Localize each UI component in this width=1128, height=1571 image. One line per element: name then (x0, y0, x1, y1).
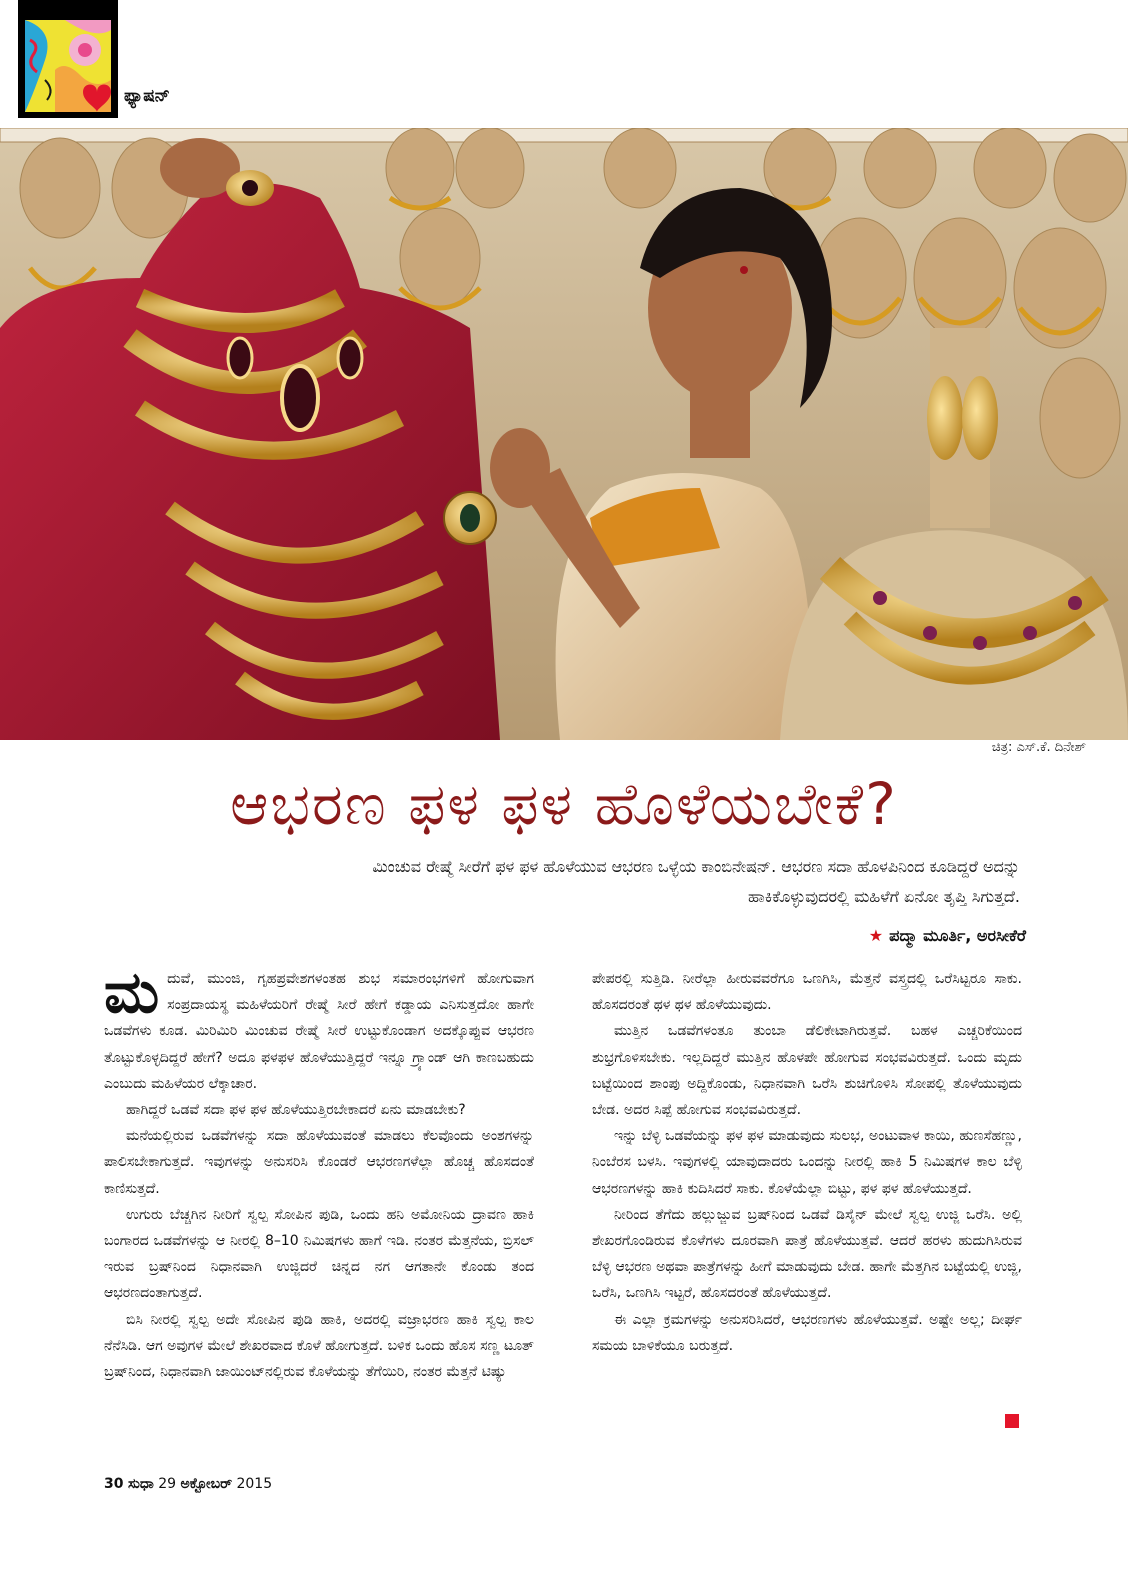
article-paragraph: ಮದುವೆ, ಮುಂಜಿ, ಗೃಹಪ್ರವೇಶಗಳಂತಹ ಶುಭ ಸಮಾರಂಭಗಳಿಗೆ ಹೋಗುವಾಗ ಸಂಪ್ರದಾಯಸ್ಥ ಮಹಿಳೆಯರಿಗೆ ರೇಷ್ಮೆ ಸೀರೆ ಹೇಗೆ ಕಡ್ಡಾಯ ಎನಿಸುತ್ತದೋ ಹಾಗೇ ಒಡವೆಗಳು ಕೂಡ. ಮಿರಿಮಿರಿ ಮಿಂಚುವ ರೇಷ್ಮೆ ಸೀರೆ ಉಟ್ಟುಕೊಂಡಾಗ ಅದಕ್ಕೊಪ್ಪುವ ಆಭರಣ ತೊಟ್ಟುಕೊಳ್ಳದಿದ್ದರೆ ಹೇಗೆ? ಅದೂ ಫಳಫಳ ಹೊಳೆಯುತ್ತಿದ್ದರೆ ಇನ್ನೂ ಗ್ರ್ಯಾಂಡ್ ಆಗಿ ಕಾಣಬಹುದು ಎಂಬುದು ಮಹಿಳೆಯರ ಲೆಕ್ಕಾಚಾರ. (104, 958, 534, 1092)
jewellery-photo-illustration (0, 128, 1128, 740)
issue-month: ಅಕ್ಟೋಬರ್ (180, 1476, 233, 1492)
section-logo (18, 0, 118, 118)
section-label: ಫ್ಯಾಷನ್ (124, 86, 170, 106)
article-paragraph: ಈ ಎಲ್ಲಾ ಕ್ರಮಗಳನ್ನು ಅನುಸರಿಸಿದರೆ, ಆಭರಣಗಳು ಹೊಳೆಯುತ್ತವೆ. ಅಷ್ಟೇ ಅಲ್ಲ; ದೀರ್ಘ ಸಮಯ ಬಾಳಿಕೆಯೂ ಬರುತ್ತದೆ. (592, 1311, 1022, 1354)
page-number: 30 (104, 1476, 124, 1492)
photo-credit: ಚಿತ್ರ: ಎಸ್.ಕೆ. ದಿನೇಶ್ (991, 740, 1086, 755)
article-paragraph: ಇನ್ನು ಬೆಳ್ಳಿ ಒಡವೆಯನ್ನು ಫಳ ಫಳ ಮಾಡುವುದು ಸುಲಭ, ಅಂಟುವಾಳ ಕಾಯಿ, ಹುಣಸೆಹಣ್ಣು, ನಿಂಬೆರಸ ಬಳಸಿ. ಇವುಗಳಲ್ಲಿ ಯಾವುದಾದರು ಒಂದನ್ನು ನೀರಲ್ಲಿ ಹಾಕಿ 5 ನಿಮಿಷಗಳ ಕಾಲ ಬೆಳ್ಳಿ ಆಭರಣಗಳನ್ನು ಹಾಕಿ ಕುದಿಸಿದರೆ ಸಾಕು. ಕೊಳೆಯೆಲ್ಲಾ ಬಿಟ್ಟು, ಫಳ ಫಳ ಹೊಳೆಯುತ್ತದೆ. (592, 1128, 1022, 1197)
end-of-article-square-icon (1005, 1414, 1019, 1428)
article-paragraph: ಮನೆಯಲ್ಲಿರುವ ಒಡವೆಗಳನ್ನು ಸದಾ ಹೊಳೆಯುವಂತೆ ಮಾಡಲು ಕೆಲವೊಂದು ಅಂಶಗಳನ್ನು ಪಾಲಿಸಬೇಕಾಗುತ್ತದೆ. ಇವುಗಳನ್ನು ಅನುಸರಿಸಿ ಕೊಂಡರೆ ಆಭರಣಗಳೆಲ್ಲಾ ಹೊಚ್ಚ ಹೊಸದಂತೆ ಕಾಣಿಸುತ್ತದೆ. (104, 1128, 534, 1197)
article-column-right (592, 966, 1022, 1359)
star-icon: ★ (868, 926, 884, 945)
issue-year: 2015 (236, 1476, 273, 1492)
article-headline: ಆಭರಣ ಫಳ ಫಳ ಹೊಳೆಯಬೇಕೆ? (230, 770, 898, 838)
article-paragraph: ಮುತ್ತಿನ ಒಡವೆಗಳಂತೂ ತುಂಬಾ ಡೆಲಿಕೇಟಾಗಿರುತ್ತವೆ. ಬಹಳ ಎಚ್ಚರಿಕೆಯಿಂದ ಶುಭ್ರಗೊಳಿಸಬೇಕು. ಇಲ್ಲದಿದ್ದರೆ ಮುತ್ತಿನ ಹೊಳಪೇ ಹೋಗುವ ಸಂಭವವಿರುತ್ತದೆ. ಒಂದು ಮೃದು ಬಟ್ಟೆಯಿಂದ ಶಾಂಪು ಅದ್ದಿಕೊಂಡು, ನಿಧಾನವಾಗಿ ಒರೆಸಿ ಶುಚಿಗೊಳಿಸಿ ಸೋಪಲ್ಲಿ ತೊಳೆಯುವುದು ಬೇಡ. ಅದರ ಸಿಪ್ಪೆ ಹೋಗುವ ಸಂಭವವಿರುತ್ತದೆ. (592, 1023, 1022, 1119)
article-paragraph: ಬಿಸಿ ನೀರಲ್ಲಿ ಸ್ವಲ್ಪ ಅದೇ ಸೋಪಿನ ಪುಡಿ ಹಾಕಿ, ಅದರಲ್ಲಿ ವಜ್ರಾಭರಣ ಹಾಕಿ ಸ್ವಲ್ಪ ಕಾಲ ನೆನೆಸಿಡಿ. ಆಗ ಅವುಗಳ ಮೇಲೆ ಶೇಖರವಾದ ಕೊಳೆ ಹೋಗುತ್ತದೆ. ಬಳಿಕ ಒಂದು ಹೊಸ ಸಣ್ಣ ಟೂತ್ ಬ್ರಷ್‌ನಿಂದ, ನಿಧಾನವಾಗಿ ಜಾಯಿಂಟ್‌ನಲ್ಲಿರುವ ಕೊಳೆಯನ್ನು ತೆಗೆಯಿರಿ, ನಂತರ ಮೆತ್ತನೆ ಟಿಷ್ಯು (104, 1311, 534, 1381)
article-photo (0, 128, 1128, 740)
article-paragraph: ಉಗುರು ಬೆಚ್ಚಗಿನ ನೀರಿಗೆ ಸ್ವಲ್ಪ ಸೋಪಿನ ಪುಡಿ, ಒಂದು ಹನಿ ಅಮೋನಿಯ ದ್ರಾವಣ ಹಾಕಿ ಬಂಗಾರದ ಒಡವೆಗಳನ್ನು ಆ ನೀರಲ್ಲಿ 8–10 ನಿಮಿಷಗಳು ಹಾಗೆ ಇಡಿ. ನಂತರ ಮೆತ್ತನೆಯ, ಬ್ರಿಸಲ್ ಇರುವ ಬ್ರಷ್‌ನಿಂದ ನಿಧಾನವಾಗಿ ಉಜ್ಜಿದರೆ ಚಿನ್ನದ ನಗ ಆಗತಾನೇ ಕೊಂಡು ತಂದ ಆಭರಣದಂತಾಗುತ್ತದೆ. (104, 1206, 534, 1302)
magazine-name: ಸುಧಾ (127, 1476, 154, 1492)
article-paragraph: ಹಾಗಿದ್ದರೆ ಒಡವೆ ಸದಾ ಫಳ ಫಳ ಹೊಳೆಯುತ್ತಿರಬೇಕಾದರೆ ಏನು ಮಾಡಬೇಕು? (126, 1102, 466, 1119)
decorative-pattern-icon (25, 20, 111, 112)
article-paragraph: ಪೇಪರಲ್ಲಿ ಸುತ್ತಿಡಿ. ನೀರೆಲ್ಲಾ ಹೀರುವವರೆಗೂ ಒಣಗಿಸಿ, ಮೆತ್ತನೆ ವಸ್ತ್ರದಲ್ಲಿ ಒರೆಸಿಟ್ಟರೂ ಸಾಕು. ಹೊಸದರಂತೆ ಥಳ ಥಳ ಹೊಳೆಯುವುದು. (592, 971, 1022, 1014)
article-column-left (104, 958, 534, 1385)
article-deck: ಮಿಂಚುವ ರೇಷ್ಮೆ ಸೀರೆಗೆ ಫಳ ಫಳ ಹೊಳೆಯುವ ಆಭರಣ ಒಳ್ಳೆಯ ಕಾಂಬಿನೇಷನ್. ಆಭರಣ ಸದಾ ಹೊಳಪಿನಿಂದ ಕೂಡಿದ್ದರೆ ಅದನ್ನು ಹಾಕಿಕೊಳ್ಳುವುದರಲ್ಲಿ ಮಹಿಳೆಗೆ ಏನೋ ತೃಪ್ತಿ ಸಿಗುತ್ತದೆ. (372, 857, 1020, 906)
article-byline (869, 926, 1026, 946)
section-logo-art (25, 20, 111, 112)
article-paragraph: ನೀರಿಂದ ತೆಗೆದು ಹಲ್ಲುಜ್ಜುವ ಬ್ರಷ್‌ನಿಂದ ಒಡವೆ ಡಿಸೈನ್ ಮೇಲೆ ಸ್ವಲ್ಪ ಉಜ್ಜಿ ಒರೆಸಿ. ಅಲ್ಲಿ ಶೇಖರಗೊಂಡಿರುವ ಕೊಳೆಗಳು ದೂರವಾಗಿ ಪಾತ್ರೆ ಹೊಳೆಯುತ್ತವೆ. ಆದರೆ ಹರಳು ಹುದುಗಿಸಿರುವ ಬೆಳ್ಳಿ ಆಭರಣ ಅಥವಾ ಪಾತ್ರೆಗಳನ್ನು ಹೀಗೆ ಮಾಡುವುದು ಬೇಡ. ಹಾಗೇ ಮೆತ್ತಗಿನ ಬಟ್ಟೆಯಲ್ಲಿ ಉಜ್ಜಿ, ಒರೆಸಿ, ಒಣಗಿಸಿ ಇಟ್ಟರೆ, ಹೊಸದರಂತೆ ಹೊಳೆಯುತ್ತದೆ. (592, 1206, 1022, 1302)
byline-author: ಪದ್ಮಾ ಮೂರ್ತಿ, ಅರಸೀಕೆರೆ (889, 926, 1026, 945)
page-footer (104, 1476, 272, 1492)
drop-cap: ಮ (104, 958, 160, 1026)
issue-day: 29 (158, 1476, 177, 1492)
